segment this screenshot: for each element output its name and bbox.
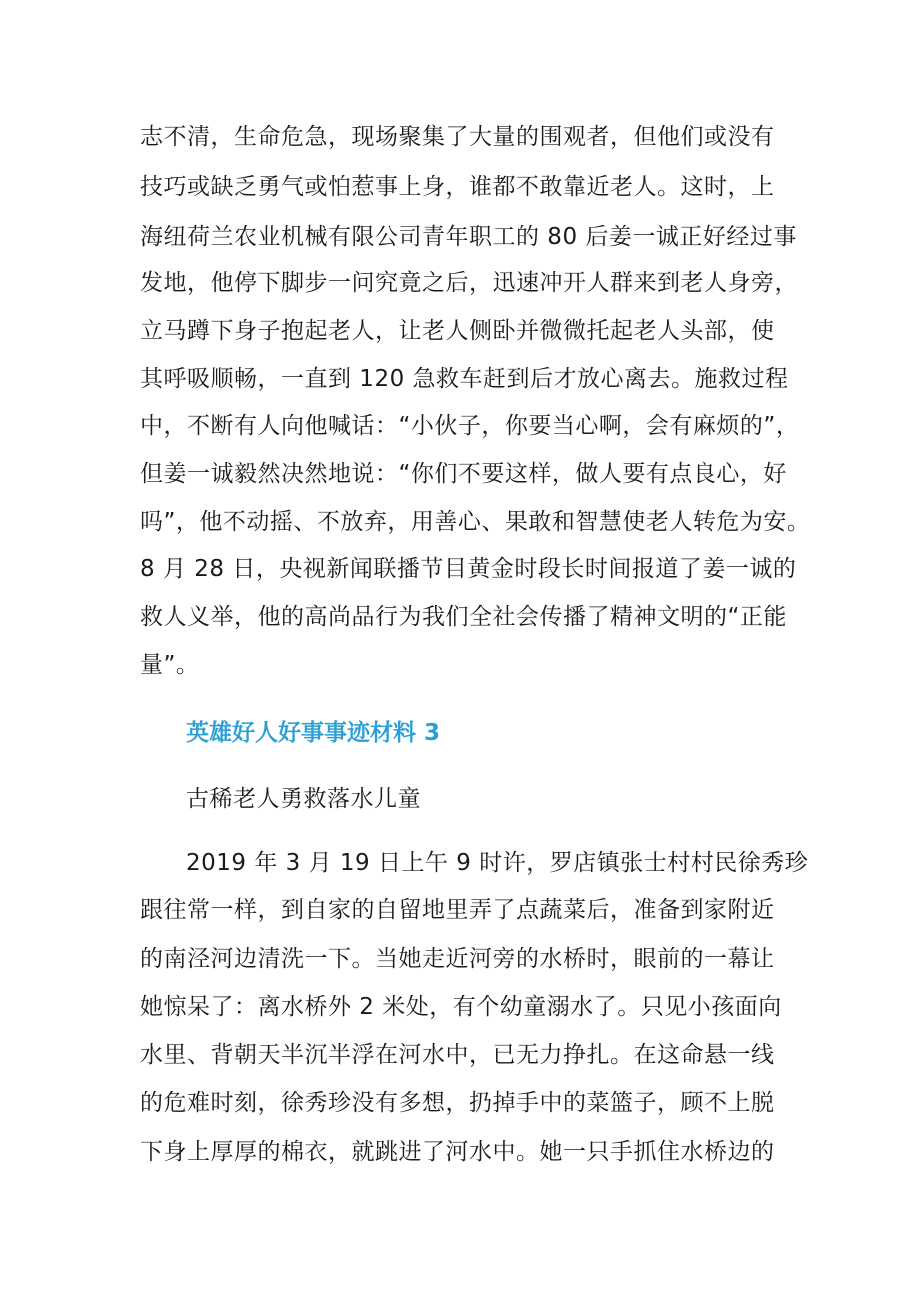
paragraph-2-line: 水里、背朝天半沉半浮在河水中，已无力挣扎。在这命悬一线 [140, 1042, 775, 1068]
paragraph-2-line: 下身上厚厚的棉衣，就跳进了河水中。她一只手抓住水桥边的 [140, 1139, 775, 1165]
paragraph-1-line: 吗”，他不动摇、不放弃，用善心、果敢和智慧使老人转危为安。 [140, 509, 811, 535]
paragraph-1-line: 技巧或缺乏勇气或怕惹事上身，谁都不敢靠近老人。这时，上 [140, 174, 775, 200]
paragraph-2-line: 2019 年 3 月 19 日上午 9 时许，罗店镇张士村村民徐秀珍 [186, 850, 809, 876]
paragraph-1-line: 其呼吸顺畅，一直到 120 急救车赶到后才放心离去。施救过程 [140, 366, 789, 392]
paragraph-1-line: 发地，他停下脚步一问究竟之后，迅速冲开人群来到老人身旁， [140, 270, 798, 296]
paragraph-2-line: 跟往常一样，到自家的自留地里弄了点蔬菜后，准备到家附近 [140, 897, 775, 923]
paragraph-1-line: 但姜一诚毅然决然地说：“你们不要这样，做人要有点良心，好 [140, 461, 787, 487]
article-subtitle: 古稀老人勇救落水儿童 [186, 786, 421, 812]
paragraph-2-line: 她惊呆了：离水桥外 2 米处，有个幼童溺水了。只见小孩面向 [140, 994, 782, 1020]
paragraph-1-line: 中，不断有人向他喊话：“小伙子，你要当心啊，会有麻烦的”， [140, 413, 800, 439]
paragraph-2-line: 的南泾河边清洗一下。当她走近河旁的水桥时，眼前的一幕让 [140, 946, 775, 972]
paragraph-2-line: 的危难时刻，徐秀珍没有多想，扔掉手中的菜篮子，顾不上脱 [140, 1090, 775, 1116]
paragraph-1-line: 8 月 28 日，央视新闻联播节目黄金时段长时间报道了姜一诚的 [140, 556, 797, 582]
paragraph-1-line: 量”。 [140, 652, 200, 678]
paragraph-1-line: 救人义举，他的高尚品行为我们全社会传播了精神文明的“正能 [140, 604, 787, 630]
paragraph-1-line: 立马蹲下身子抱起老人，让老人侧卧并微微托起老人头部，使 [140, 318, 775, 344]
paragraph-1-line: 海纽荷兰农业机械有限公司青年职工的 80 后姜一诚正好经过事 [140, 224, 797, 250]
paragraph-1-line: 志不清，生命危急，现场聚集了大量的围观者，但他们或没有 [140, 124, 775, 150]
section-heading: 英雄好人好事事迹材料 3 [186, 720, 441, 746]
